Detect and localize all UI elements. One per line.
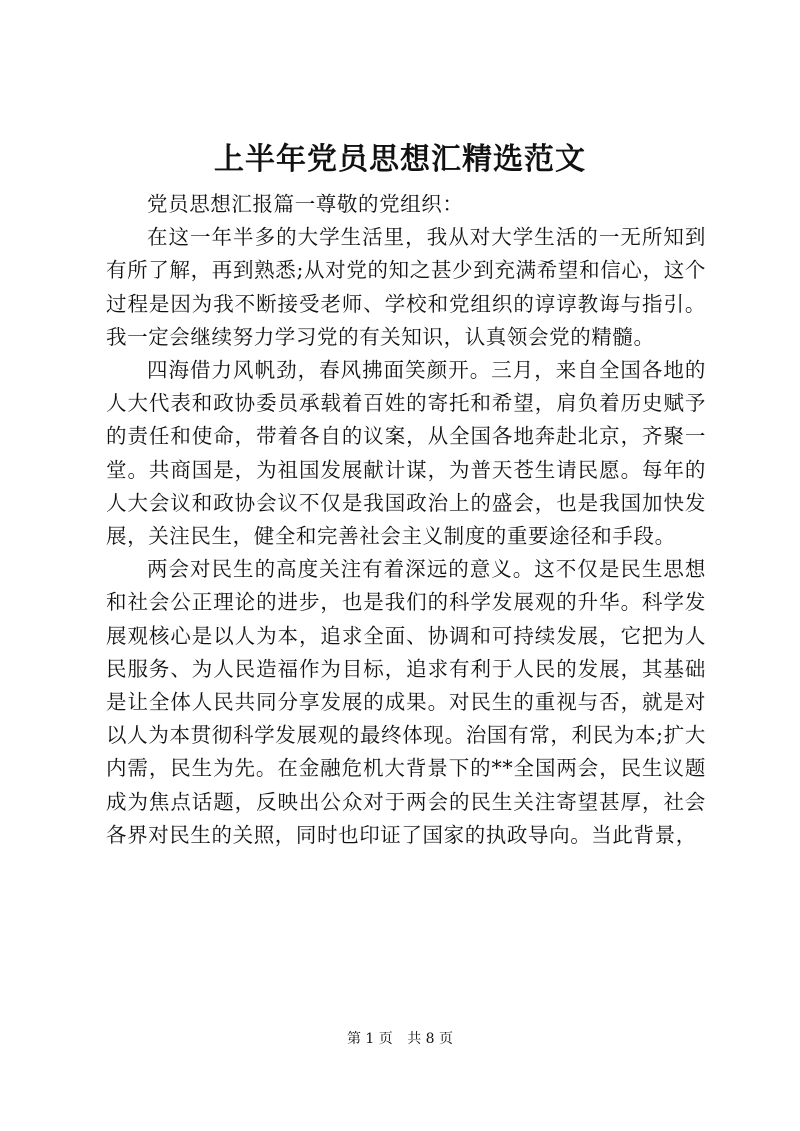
paragraph-1: 在这一年半多的大学生活里，我从对大学生活的一无所知到有所了解，再到熟悉;从对党的知之甚少到充满希望和信心，这个过程是因为我不断接受老师、学校和党组织的谆谆教诲与指引。我一定会继续努力学习党的有关知识，认真领会党的精髓。 bbox=[106, 225, 706, 349]
paragraph-3: 两会对民生的高度关注有着深远的意义。这不仅是民生思想和社会公正理论的进步，也是我们的科学发展观的升华。科学发展观核心是以人为本，追求全面、协调和可持续发展，它把为人民服务、为人民造福作为目标，追求有利于人民的发展，其基础是让全体人民共同分享发展的成果。对民生的重视与否，就是对以人为本贯彻科学发展观的最终体现。治国有常，利民为本;扩大内需，民生为先。在金融危机大背景下的**全国两会，民生议题成为焦点话题，反映出公众对于两会的民生关注寄望甚厚，社会各界对民生的关照，同时也印证了国家的执政导向。当此背景， bbox=[106, 557, 706, 847]
page-footer bbox=[0, 1029, 800, 1049]
document-body bbox=[106, 188, 706, 852]
page-number: 第 1 页 bbox=[346, 1031, 393, 1047]
document-title: 上半年党员思想汇精选范文 bbox=[214, 142, 586, 177]
paragraph-2: 四海借力风帆劲，春风拂面笑颜开。三月，来自全国各地的人大代表和政协委员承载着百姓的寄托和希望，肩负着历史赋予的责任和使命，带着各自的议案，从全国各地奔赴北京，齐聚一堂。共商国是，为祖国发展献计谋，为普天苍生请民愿。每年的人大会议和政协会议不仅是我国政治上的盛会，也是我国加快发展，关注民生，健全和完善社会主义制度的重要途径和手段。 bbox=[106, 358, 706, 549]
page-total: 共 8 页 bbox=[407, 1031, 454, 1047]
paragraph-salutation: 党员思想汇报篇一尊敬的党组织： bbox=[147, 192, 464, 216]
